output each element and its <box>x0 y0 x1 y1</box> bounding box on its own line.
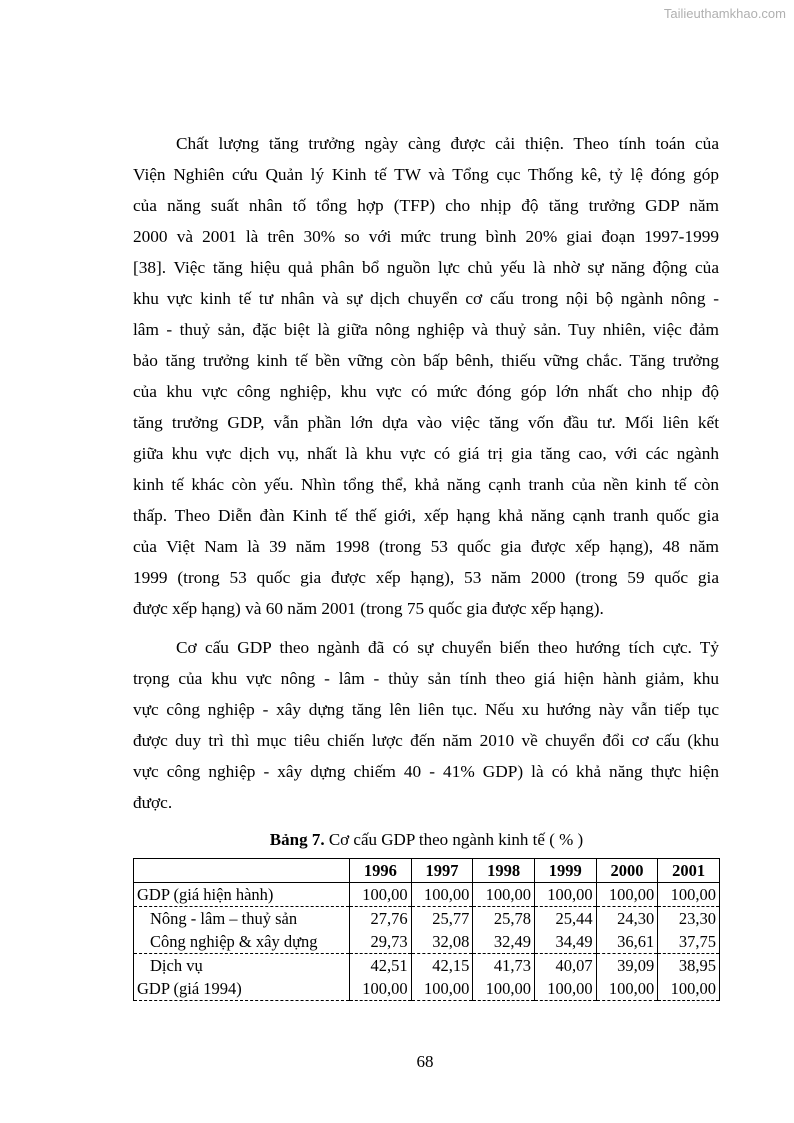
text-line: của năng suất nhân tố tổng hợp (TFP) cho nhịp độ tăng trưởng GDP năm <box>133 196 719 215</box>
table-cell: 41,73 <box>473 954 535 978</box>
text-line: được xếp hạng) và 60 năm 2001 (trong 75 quốc gia được xếp hạng). <box>133 599 604 618</box>
table-cell: 100,00 <box>658 977 720 1001</box>
table-cell: 24,30 <box>596 907 658 931</box>
text-line: Cơ cấu GDP theo ngành đã có sự chuyển biến theo hướng tích cực. Tỷ <box>176 638 719 657</box>
table-cell: 32,08 <box>411 930 473 954</box>
text-line: bảo tăng trưởng kinh tế bền vững còn bấp bênh, thiếu vững chắc. Tăng trưởng <box>133 351 719 370</box>
table-cell: 100,00 <box>473 977 535 1001</box>
column-header: 2000 <box>596 859 658 883</box>
table-cell: 25,78 <box>473 907 535 931</box>
text-line: được. <box>133 793 173 812</box>
table-cell: 100,00 <box>534 977 596 1001</box>
text-line: trọng của khu vực nông - lâm - thủy sản tính theo giá hiện hành giảm, khu <box>133 669 719 688</box>
table-cell: 100,00 <box>350 883 412 907</box>
column-header <box>134 859 350 883</box>
column-header: 2001 <box>658 859 720 883</box>
table-cell: 39,09 <box>596 954 658 978</box>
table-row <box>134 954 720 978</box>
text-line: Chất lượng tăng trưởng ngày càng được cải thiện. Theo tính toán của <box>176 134 719 153</box>
table-cell: 42,51 <box>350 954 412 978</box>
table-cell: 100,00 <box>658 883 720 907</box>
table-caption <box>133 830 720 850</box>
table-cell: 23,30 <box>658 907 720 931</box>
table-cell: 36,61 <box>596 930 658 954</box>
table-row <box>134 930 720 954</box>
column-header: 1997 <box>411 859 473 883</box>
text-line: vực công nghiệp - xây dựng chiếm 40 - 41% GDP) là có khả năng thực hiện <box>133 762 719 781</box>
caption-text: Cơ cấu GDP theo ngành kinh tế ( % ) <box>324 830 584 849</box>
text-line: lâm - thuỷ sản, đặc biệt là giữa nông nghiệp và thuỷ sản. Tuy nhiên, việc đảm <box>133 320 719 339</box>
table-cell: 29,73 <box>350 930 412 954</box>
text-line: Viện Nghiên cứu Quản lý Kinh tế TW và Tổng cục Thống kê, tỷ lệ đóng góp <box>133 165 719 184</box>
table-cell: 27,76 <box>350 907 412 931</box>
table-cell: 100,00 <box>350 977 412 1001</box>
row-label: GDP (giá 1994) <box>134 977 350 1001</box>
paragraph-2 <box>133 632 719 818</box>
table-cell: 37,75 <box>658 930 720 954</box>
text-line: 1999 (trong 53 quốc gia được xếp hạng), 53 năm 2000 (trong 59 quốc gia <box>133 568 719 587</box>
table-cell: 100,00 <box>411 883 473 907</box>
column-header: 1999 <box>534 859 596 883</box>
text-line: khu vực kinh tế tư nhân và sự dịch chuyển cơ cấu trong nội bộ ngành nông - <box>133 289 719 308</box>
text-line: của khu vực công nghiệp, khu vực có mức đóng góp lớn nhất cho nhịp độ <box>133 382 719 401</box>
column-header: 1998 <box>473 859 535 883</box>
page-number: 68 <box>416 1052 434 1071</box>
text-line: được duy trì thì mục tiêu chiến lược đến năm 2010 về chuyển đổi cơ cấu (khu <box>133 731 719 750</box>
watermark: Tailieuthamkhao.com <box>663 6 786 21</box>
text-line: giữa khu vực dịch vụ, nhất là khu vực có giá trị gia tăng cao, với các ngành <box>133 444 719 463</box>
row-label: Dịch vụ <box>134 954 350 978</box>
text-line: tăng trưởng GDP, vẫn phần lớn dựa vào việc tăng vốn đầu tư. Mối liên kết <box>133 413 719 432</box>
row-label: Nông - lâm – thuỷ sản <box>134 907 350 931</box>
table-cell: 100,00 <box>411 977 473 1001</box>
row-label: GDP (giá hiện hành) <box>134 883 350 907</box>
text-line: vực công nghiệp - xây dựng tăng lên liên tục. Nếu xu hướng này vẫn tiếp tục <box>133 700 719 719</box>
table-header-row <box>134 859 720 883</box>
text-line: kinh tế khác còn yếu. Nhìn tổng thể, khả năng cạnh tranh của nền kinh tế còn <box>133 475 719 494</box>
table-cell: 32,49 <box>473 930 535 954</box>
table-cell: 25,44 <box>534 907 596 931</box>
text-line: của Việt Nam là 39 năm 1998 (trong 53 quốc gia được xếp hạng), 48 năm <box>133 537 719 556</box>
table-row <box>134 883 720 907</box>
paragraph-1 <box>133 128 719 624</box>
table-cell: 40,07 <box>534 954 596 978</box>
text-line: 2000 và 2001 là trên 30% so với mức trung bình 20% giai đoạn 1997-1999 <box>133 227 719 246</box>
table-cell: 100,00 <box>596 883 658 907</box>
column-header: 1996 <box>350 859 412 883</box>
caption-label: Bảng 7. <box>269 830 325 849</box>
table-cell: 100,00 <box>534 883 596 907</box>
table-cell: 38,95 <box>658 954 720 978</box>
table-cell: 100,00 <box>596 977 658 1001</box>
table-cell: 100,00 <box>473 883 535 907</box>
table-row <box>134 907 720 931</box>
text-line: [38]. Việc tăng hiệu quả phân bổ nguồn lực chủ yếu là nhờ sự năng động của <box>133 258 719 277</box>
gdp-structure-table <box>133 858 720 1001</box>
table-cell: 42,15 <box>411 954 473 978</box>
table-cell: 25,77 <box>411 907 473 931</box>
table-cell: 34,49 <box>534 930 596 954</box>
text-line: thấp. Theo Diễn đàn Kinh tế thế giới, xếp hạng khả năng cạnh tranh quốc gia <box>133 506 719 525</box>
table-row <box>134 977 720 1001</box>
row-label: Công nghiệp & xây dựng <box>134 930 350 954</box>
